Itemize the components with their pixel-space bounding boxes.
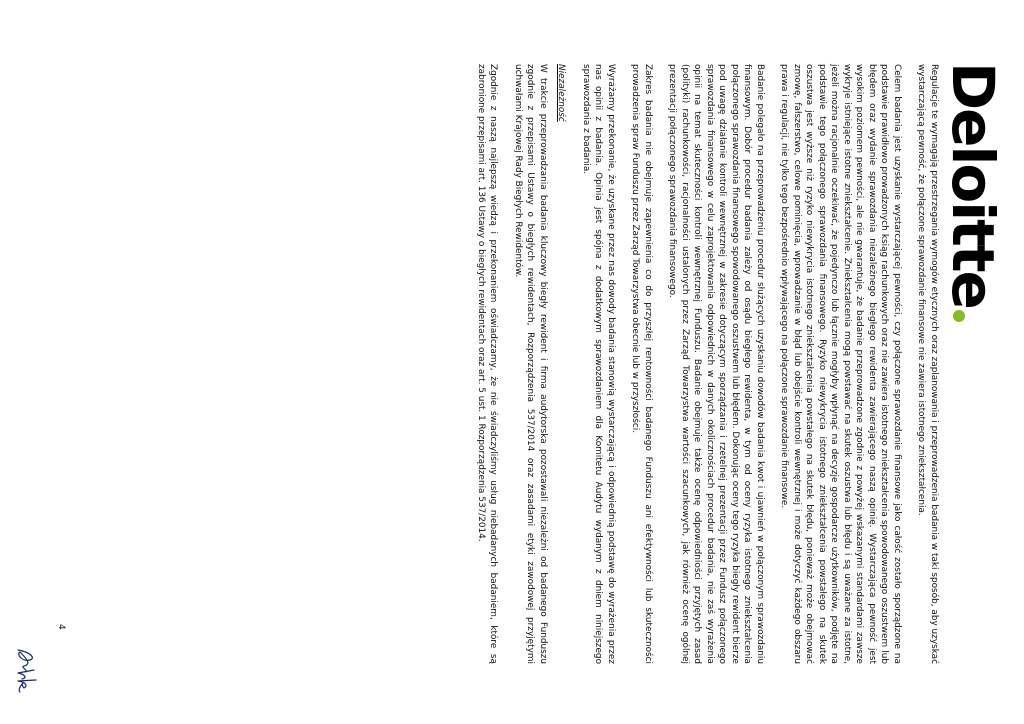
independence-heading: Niezależność bbox=[556, 64, 567, 122]
paragraph-non-audit-services: Zgodnie z naszą najlepszą wiedzą i przekonaniem oświadczamy, że nie świadczyliśmy usług niebadanych badaniem, które są zabronione przepisami art. 136 Ustawy o biegłych rewidentach oraz art. 5 ust. 1 Rozporządzenia 537/2014. bbox=[476, 64, 499, 664]
signature-initials bbox=[12, 646, 40, 694]
report-body bbox=[463, 64, 941, 664]
logo-dot bbox=[953, 310, 965, 322]
paragraph-audit-objective: Celem badania jest uzyskanie wystarczającej pewności, czy połączone sprawozdanie finansowe jako całość zostało sporządzone na podstawie prawidłowo prowadzonych ksiąg rachunkowych oraz nie zawiera istotnego zniekształcenia spowodowanego oszustwem lub błędem oraz wydanie sprawozdania niezależnego biegłego rewidenta zawierającego naszą opinię. Wystarczająca pewność jest wysokim poziomem pewności, ale nie gwarantuje, że badanie przeprowadzone zgodnie z powyżej wskazanymi standardami zawsze wykryje istniejące istotne zniekształcenie. Zniekształcenia mogą powstawać na skutek oszustwa lub błędu i są uważane za istotne, jeżeli można racjonalnie oczekiwać, że pojedynczo lub łącznie mogłyby wpłynąć na decyzje gospodarcze użytkowników, podjęte na podstawie tego połączonego sprawozdania finansowego. Ryzyko niewykrycia istotnego zniekształcenia powstałego na skutek oszustwa jest wyższe niż ryzyko niewykrycia istotnego zniekształcenia powstałego na skutek błędu, ponieważ może obejmować zmowę, fałszerstwo, celowe pominięcia, wprowadzanie w błąd lub obejście kontroli wewnętrznej i może dotyczyć każdego obszaru prawa i regulacji, nie tylko tego bezpośrednio wpływającego na połączone sprawozdanie finansowe. bbox=[779, 64, 902, 664]
logo-text: Deloitte bbox=[939, 62, 1007, 308]
paragraph-independence: W trakcie przeprowadzania badania kluczowy biegły rewident i firma audytorska pozostawali niezależni od badanego Funduszu zgodnie z przepisami Ustawy o biegłych rewidentach, Rozporządzenia 537/2014 oraz zasadami etyki zawodowej przyjętymi uchwałami Krajowej Rady Biegłych Rewidentów. bbox=[513, 64, 548, 664]
paragraph-audit-scope: Zakres badania nie obejmuje zapewnienia co do przyszłej rentowności badanego Funduszu ani efektywności lub skuteczności prowadzenia spraw Funduszu przez Zarząd Towarzystwa obecnie lub w przyszłości. bbox=[630, 64, 653, 664]
paragraph-conclusion-basis: Wyrażamy przekonanie, że uzyskane przez nas dowody badania stanowią wystarczającą i odpowiednią podstawę do wyrażenia przez nas opinii z badania. Opinia jest spójna z dodatkowym sprawozdaniem dla Komitetu Audytu wydanym z dniem niniejszego sprawozdania z badania. bbox=[581, 64, 616, 664]
page-number: 4 bbox=[56, 624, 66, 630]
paragraph-requirements: Regulacje te wymagają przestrzegania wymogów etycznych oraz zaplanowania i przeprowadzenia badania w taki sposób, aby uzyskać wystarczającą pewność, że połączone sprawozdanie finansowe nie zawiera istotnego zniekształcenia. bbox=[916, 64, 939, 664]
deloitte-logo bbox=[939, 62, 1007, 322]
paragraph-audit-procedures: Badanie polegało na przeprowadzeniu procedur służących uzyskaniu dowodów badania kwot i ujawnień w połączonym sprawozdaniu finansowym. Dobór procedur badania zależy od osądu biegłego rewidenta, w tym od oceny ryzyka istotnego zniekształcenia połączonego sprawozdania finansowego spowodowanego oszustwem lub błędem. Dokonując oceny tego ryzyka biegły rewident bierze pod uwagę działanie kontroli wewnętrznej w zakresie dotyczącym sporządzania i rzetelnej prezentacji przez Fundusz połączonego sprawozdania finansowego w celu zaprojektowania odpowiednich w danych okolicznościach procedur badania, nie zaś wyrażenia opinii na temat skuteczności kontroli wewnętrznej Funduszu. Badanie obejmuje także ocenę odpowiedniości przyjętych zasad (polityki) rachunkowości, racjonalności ustalonych przez Zarząd Towarzystwa wartości szacunkowych, jak również ocenę ogólnej prezentacji połączonego sprawozdania finansowego. bbox=[667, 64, 765, 664]
